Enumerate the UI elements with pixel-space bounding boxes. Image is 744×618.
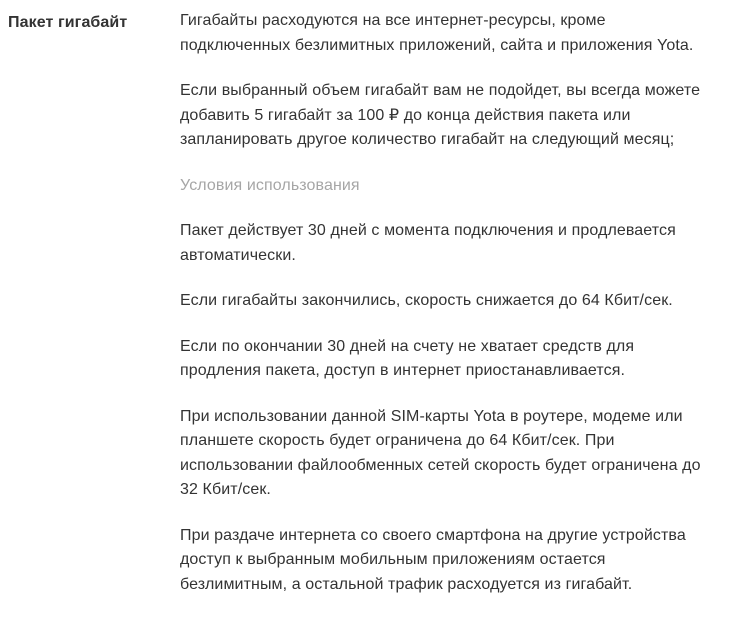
description-paragraph: Если гигабайты закончились, скорость снижается до 64 Кбит/сек. bbox=[180, 292, 673, 309]
description-paragraph: Гигабайты расходуются на все интернет-ресурсы, кроме подключенных безлимитных приложений, сайта и приложения Yota. bbox=[180, 12, 694, 54]
label-column bbox=[8, 9, 180, 34]
terms-subheading: Условия использования bbox=[180, 176, 360, 194]
description-paragraph: Если по окончании 30 дней на счету не хватает средств для продления пакета, доступ в интернет приостанавливается. bbox=[180, 337, 635, 379]
description-paragraph: При раздаче интернета со своего смартфона на другие устройства доступ к выбранным мобильным приложениям остается безлимитным, а остальной трафик расходуется из гигабайт. bbox=[180, 526, 686, 593]
description-paragraph: Если выбранный объем гигабайт вам не подойдет, вы всегда можете добавить 5 гигабайт за 100 ₽ до конца действия пакета или запланировать другое количество гигабайт на следующий месяц; bbox=[180, 82, 701, 148]
package-title: Пакет гигабайт bbox=[8, 14, 128, 31]
description-paragraph: Пакет действует 30 дней с момента подключения и продлевается автоматически. bbox=[180, 222, 676, 264]
description-paragraph: При использовании данной SIM-карты Yota в роутере, модеме или планшете скорость будет ограничена до 64 Кбит/сек. При использовании файлообменных сетей скорость будет ограничена до 32 Кбит/сек. bbox=[180, 407, 701, 498]
package-description bbox=[180, 9, 716, 618]
